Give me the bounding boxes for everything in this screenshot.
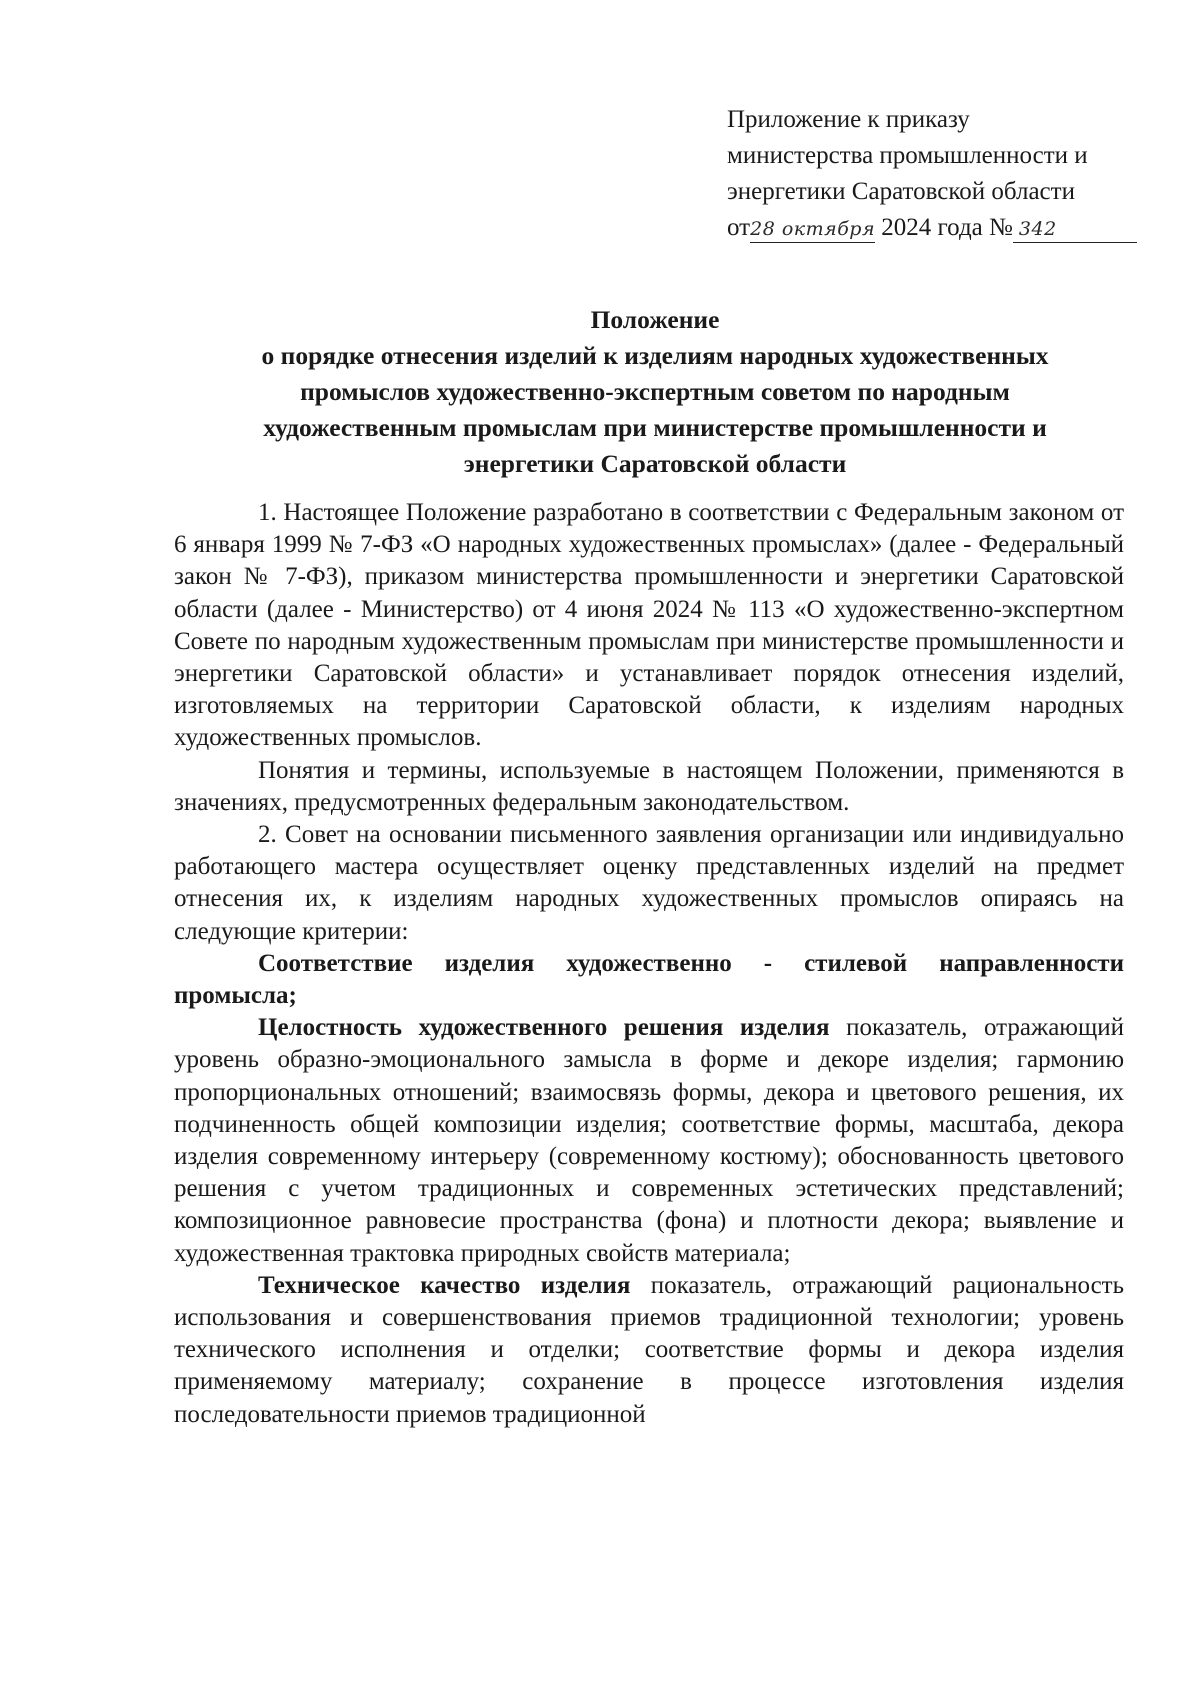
appendix-date-line <box>727 210 1167 246</box>
appendix-header <box>727 102 1167 246</box>
year-text: 2024 года № <box>875 214 1013 241</box>
appendix-line-1: Приложение к приказу <box>727 106 970 133</box>
paragraph-4 <box>174 948 1124 1012</box>
title-line-1: Положение <box>590 305 720 334</box>
handwritten-date: 28 октября <box>750 216 875 243</box>
criterion-quality-text: показатель, отражающий рациональность использования и совершенствования приемов традиционной технологии; уровень технического исполнения и отделки; соответствие формы и декора изделия применяемому материалу; сохранение в процессе изготовления изделия последовательности приемов традиционной <box>174 1271 1124 1428</box>
paragraph-3: 2. Совет на основании письменного заявления организации или индивидуально работающего мастера осуществляет оценку представленных изделий на предмет отнесения их, к изделиям народных художественных промыслов опираясь на следующие критерии: <box>174 821 1124 945</box>
handwritten-order-number: 342 <box>1013 216 1137 243</box>
criterion-integrity-text: показатель, отражающий уровень образно-эмоционального замысла в форме и декоре изделия; гармонию пропорциональных отношений; взаимосвязь формы, декора и цветового решения, их подчиненность общей композиции изделия; соответствие формы, масштаба, декора изделия современному интерьеру (современному костюму); обоснованность цветового решения с учетом традиционных и современных эстетических представлений; композиционное равновесие пространства (фона) и плотности декора; выявление и художественная трактовка природных свойств материала; <box>174 1014 1124 1267</box>
title-line-3: промыслов художественно-экспертным советом по народным <box>300 377 1010 406</box>
paragraph-5 <box>174 1012 1124 1270</box>
criterion-integrity-bold: Целостность художественного решения изделия <box>258 1014 830 1042</box>
title-line-2: о порядке отнесения изделий к изделиям народных художественных <box>261 341 1049 370</box>
paragraph-2: Понятия и термины, используемые в настоящем Положении, применяются в значениях, предусмотренных федеральным законодательством. <box>174 756 1124 816</box>
document-title <box>150 302 1160 482</box>
appendix-line-2: министерства промышленности и <box>727 142 1088 169</box>
appendix-line-3: энергетики Саратовской области <box>727 178 1075 205</box>
document-body <box>174 497 1124 1431</box>
paragraph-6 <box>174 1270 1124 1431</box>
paragraph-1: 1. Настоящее Положение разработано в соответствии с Федеральным законом от 6 января 1999 № 7-ФЗ «О народных художественных промыслах» (далее - Федеральный закон № 7-ФЗ), приказом министерства промышленности и энергетики Саратовской области (далее - Министерство) от 4 июня 2024 № 113 «О художественно-экспертном Совете по народным художественным промыслам при министерстве промышленности и энергетики Саратовской области» и устанавливает порядок отнесения изделий, изготовляемых на территории Саратовской области, к изделиям народных художественных промыслов. <box>174 499 1124 752</box>
date-prefix: от <box>727 214 751 241</box>
title-line-5: энергетики Саратовской области <box>463 449 847 478</box>
criterion-style-bold: Соответствие изделия художественно - стилевой направленности промысла; <box>174 949 1124 1010</box>
criterion-quality-bold: Техническое качество изделия <box>258 1271 631 1299</box>
title-line-4: художественным промыслам при министерстве промышленности и <box>263 413 1047 442</box>
